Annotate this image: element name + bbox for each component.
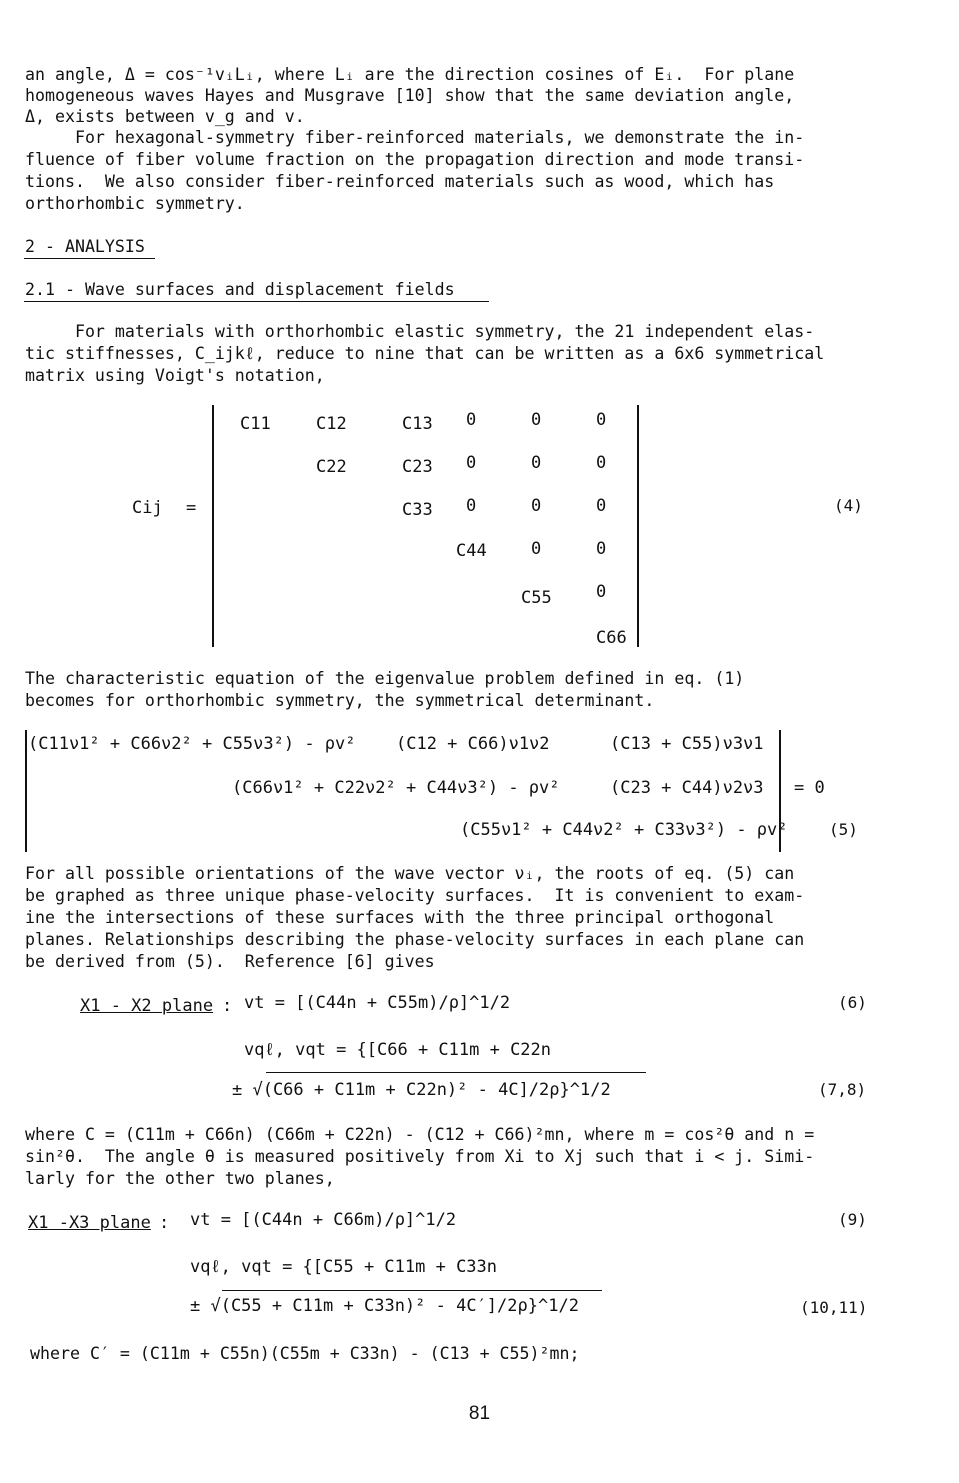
text-line: For hexagonal-symmetry fiber-reinforced materials, we demonstrate the in- [25,128,805,147]
text-line: For all possible orientations of the wave vector νᵢ, the roots of eq. (5) can [25,864,795,883]
matrix-right-bar [637,405,639,647]
determinant-cell: (C11ν1² + C66ν2² + C55ν3²) - ρv² [28,734,356,754]
matrix-cell: 0 [531,453,542,473]
matrix-cell: C13 [402,414,433,434]
equation-number: (10,11) [800,1298,868,1317]
radical-bar [222,1290,602,1291]
matrix-cell: C33 [402,500,433,520]
text-line: Δ, exists between v_g and v. [25,107,305,126]
subsection-heading: 2.1 - Wave surfaces and displacement fields [25,280,455,299]
text-line: matrix using Voigt's notation, [25,366,325,385]
heading-underline [24,301,489,302]
equation-text: vt = [(C44n + C66m)/ρ]^1/2 [190,1210,457,1230]
matrix-cell: C22 [316,457,347,477]
matrix-cell: C12 [316,414,347,434]
equation-text: ± √(C66 + C11m + C22n)² - 4C]/2ρ}^1/2 [232,1080,611,1100]
matrix-cell: 0 [596,410,607,430]
text-line: orthorhombic symmetry. [25,194,245,213]
text-line: where C′ = (C11m + C55n)(C55m + C33n) - (C13 + C55)²mn; [30,1344,580,1363]
text-line: becomes for orthorhombic symmetry, the symmetrical determinant. [25,691,655,710]
matrix-lhs: Cij [132,498,163,518]
matrix-cell: 0 [531,539,542,559]
determinant-cell: (C55ν1² + C44ν2² + C33ν3²) - ρv² [460,820,788,840]
matrix-cell: C55 [521,588,552,608]
determinant-cell: (C13 + C55)ν3ν1 [610,734,764,754]
matrix-cell: 0 [596,582,607,602]
section-heading: 2 - ANALYSIS [25,237,145,256]
text-line: ine the intersections of these surfaces with the three principal orthogonal [25,908,775,927]
matrix-cell: C66 [596,628,627,648]
equation-number: (7,8) [818,1080,867,1099]
equation-text: vqℓ, vqt = {[C66 + C11m + C22n [244,1040,552,1060]
plane-label: X1 -X3 plane [28,1213,151,1233]
matrix-cell: C44 [456,541,487,561]
matrix-cell: C23 [402,457,433,477]
matrix-cell: 0 [596,453,607,473]
text-line: For materials with orthorhombic elastic symmetry, the 21 independent elas- [25,322,815,341]
determinant-cell: (C66ν1² + C22ν2² + C44ν3²) - ρv² [232,778,560,798]
text-line: fluence of fiber volume fraction on the propagation direction and mode transi- [25,150,805,169]
heading-underline [24,258,155,259]
text-line: where C = (C11m + C66n) (C66m + C22n) - (C12 + C66)²mn, where m = cos²θ and n = [25,1125,815,1144]
equals-sign: = [186,498,197,518]
matrix-left-bar [212,405,214,647]
text-line: tic stiffnesses, C_ijkℓ, reduce to nine that can be written as a 6x6 symmetrical [25,344,825,363]
matrix-cell: 0 [466,496,477,516]
matrix-cell: 0 [531,410,542,430]
text-line: tions. We also consider fiber-reinforced materials such as wood, which has [25,172,775,191]
text-line: larly for the other two planes, [25,1169,335,1188]
matrix-cell: 0 [466,410,477,430]
text-line: be graphed as three unique phase-velocity surfaces. It is convenient to exam- [25,886,805,905]
matrix-cell: 0 [596,539,607,559]
colon: : [159,1213,170,1233]
text-line: sin²θ. The angle θ is measured positively from Xi to Xj such that i < j. Simi- [25,1147,815,1166]
radical-bar [266,1072,646,1073]
text-line: planes. Relationships describing the phase-velocity surfaces in each plane can [25,930,805,949]
equation-text: vt = [(C44n + C55m)/ρ]^1/2 [244,993,511,1013]
equation-text: vqℓ, vqt = {[C55 + C11m + C33n [190,1257,498,1277]
text-line: homogeneous waves Hayes and Musgrave [10] show that the same deviation angle, [25,86,795,105]
determinant-cell: (C12 + C66)ν1ν2 [396,734,550,754]
equals-zero: = 0 [794,778,825,798]
matrix-cell: 0 [466,453,477,473]
determinant-left-bar [25,730,27,852]
determinant-cell: (C23 + C44)ν2ν3 [610,778,764,798]
text-line: The characteristic equation of the eigenvalue problem defined in eq. (1) [25,669,745,688]
equation-number: (6) [838,993,867,1012]
equation-text: ± √(C55 + C11m + C33n)² - 4C′]/2ρ}^1/2 [190,1296,579,1316]
text-line: be derived from (5). Reference [6] gives [25,952,435,971]
equation-number: (5) [829,820,858,839]
equation-number: (9) [838,1210,867,1229]
colon: : [222,996,233,1016]
equation-number: (4) [834,496,863,515]
page-number: 81 [468,1403,491,1424]
matrix-cell: C11 [240,414,271,434]
matrix-cell: 0 [531,496,542,516]
plane-label: X1 - X2 plane [80,996,214,1016]
matrix-cell: 0 [596,496,607,516]
text-line: an angle, Δ = cos⁻¹vᵢLᵢ, where Lᵢ are the direction cosines of Eᵢ. For plane [25,65,795,84]
